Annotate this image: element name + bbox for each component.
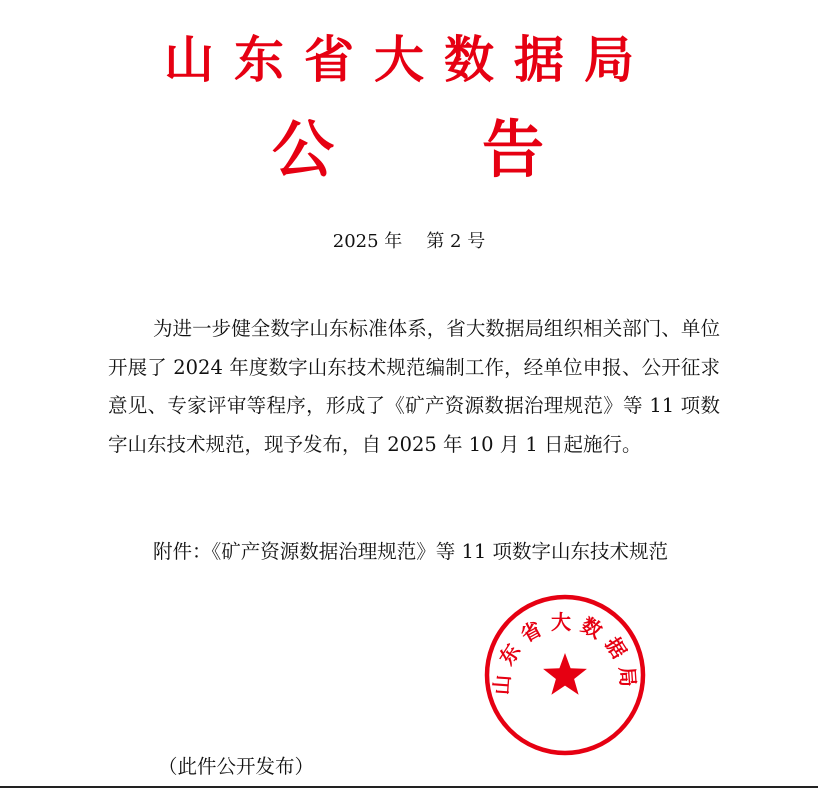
official-seal xyxy=(483,593,647,757)
doc-serial: 第 2 号 xyxy=(426,231,486,252)
body-paragraph: 为进一步健全数字山东标准体系，省大数据局组织相关部门、单位开展了 2024 年度数字山东技术规范编制工作，经单位申报、公开征求意见、专家评审等程序，形成了《矿产资源数据治理规范》等 11 项数字山东技术规范，现予发布，自 2025 年 10 月 1 日起施行。 xyxy=(108,317,720,456)
doc-type-char-1: 公 xyxy=(272,113,335,186)
document-type-title xyxy=(0,110,818,190)
doc-type-char-2: 告 xyxy=(482,113,545,186)
seal-text: 山东省大数据局 xyxy=(489,610,641,696)
publication-note: （此件公开发布） xyxy=(158,755,315,778)
seal-graphic xyxy=(483,593,647,757)
doc-year: 2025 年 xyxy=(332,231,403,252)
org-title: 山东省大数据局 xyxy=(164,30,654,89)
attachment-line: 附件：《矿产资源数据治理规范》等 11 项数字山东技术规范 xyxy=(153,540,668,563)
star-icon xyxy=(543,653,587,695)
document-number xyxy=(0,229,818,255)
